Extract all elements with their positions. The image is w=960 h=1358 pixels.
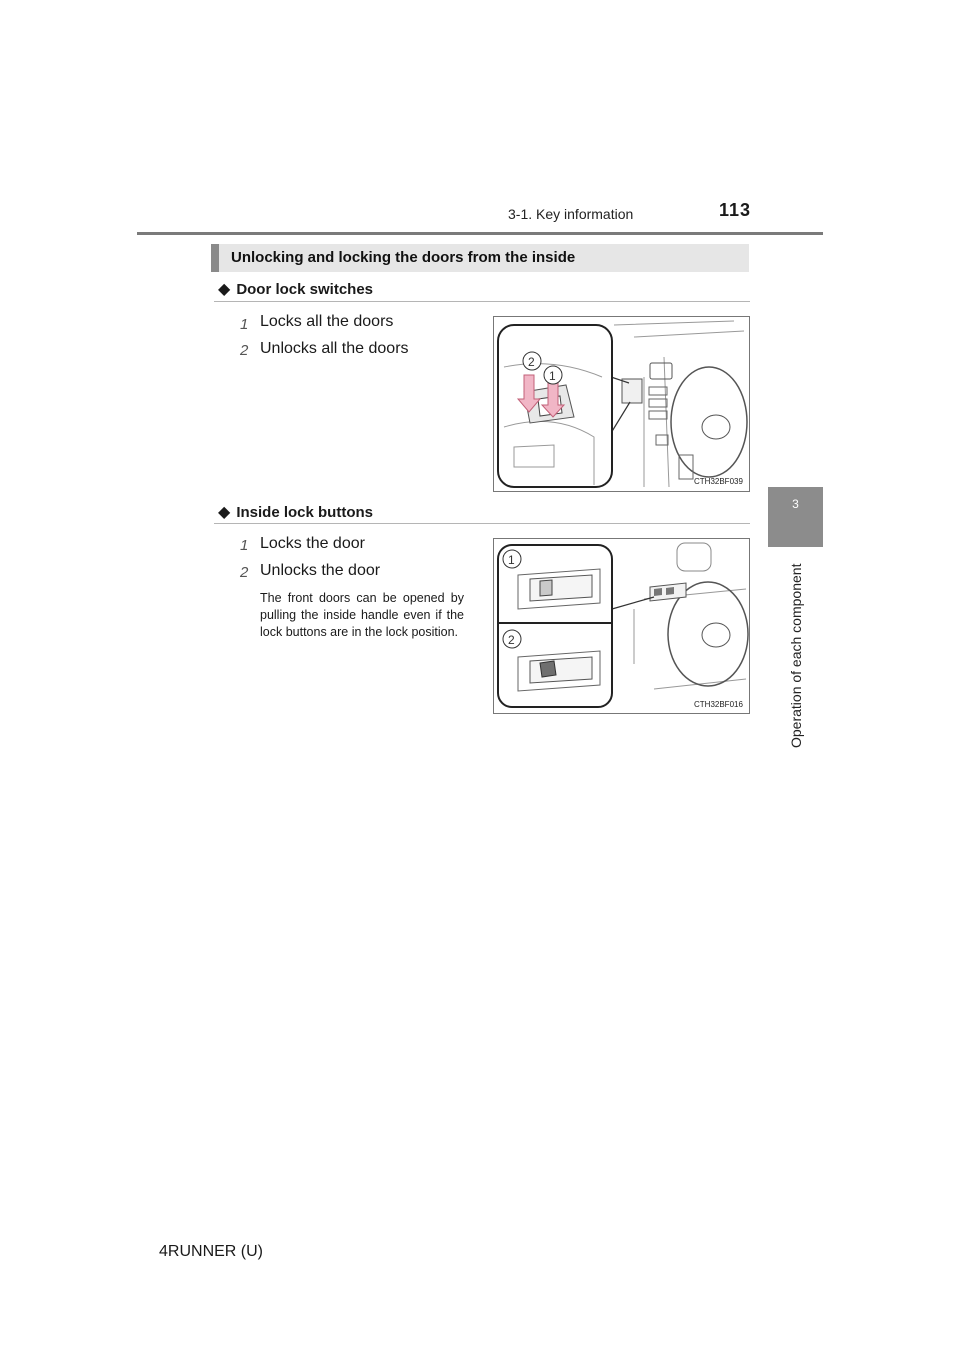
svg-text:1: 1: [508, 553, 515, 567]
list-item: Unlocks all the doors: [260, 340, 409, 357]
door-lock-switch-illustration: [493, 316, 750, 492]
number-2-icon: [238, 342, 252, 358]
svg-text:2: 2: [528, 355, 535, 369]
heading-text: Door lock switches: [236, 281, 374, 298]
number-1-icon: [238, 316, 252, 332]
diamond-bullet-icon: ◆: [218, 281, 231, 298]
item-number: [238, 537, 252, 553]
item-number: [238, 564, 252, 580]
heading-text: Inside lock buttons: [236, 504, 373, 521]
number-1-icon: [238, 537, 252, 553]
chapter-number: 3: [792, 497, 799, 511]
number-2-icon: [238, 564, 252, 580]
page-number: 113: [719, 200, 752, 220]
sub-heading-rule: [214, 523, 750, 524]
section-title: Unlocking and locking the doors from the inside: [231, 249, 576, 266]
inside-lock-buttons-heading: [218, 502, 373, 522]
door-lock-switch-drawing: [494, 317, 749, 491]
note-text: The front doors can be opened by pulling the inside handle even if the lock buttons are in the lock position.: [260, 591, 464, 639]
diamond-bullet-icon: ◆: [218, 504, 231, 521]
svg-text:1: 1: [240, 537, 249, 553]
door-lock-switches-heading: [218, 279, 373, 299]
item-number: [238, 342, 252, 358]
model-footer: 4RUNNER (U): [159, 1243, 263, 1260]
inside-lock-button-drawing: [494, 539, 749, 713]
sub-heading-rule: [214, 301, 750, 302]
svg-text:1: 1: [549, 369, 556, 383]
section-header: [211, 244, 749, 272]
item-number: [238, 316, 252, 332]
svg-text:CTH32BF016: CTH32BF016: [694, 700, 743, 709]
list-item: Unlocks the door: [260, 562, 381, 579]
svg-text:2: 2: [508, 633, 515, 647]
svg-text:CTH32BF039: CTH32BF039: [694, 477, 743, 486]
section-label: 3-1. Key information: [508, 206, 634, 222]
svg-text:1: 1: [240, 316, 249, 332]
svg-text:2: 2: [240, 342, 249, 358]
list-item: Locks the door: [260, 535, 365, 552]
svg-text:2: 2: [240, 564, 249, 580]
header-rule: [137, 232, 823, 235]
chapter-title: Operation of each component: [788, 563, 804, 748]
inside-lock-button-illustration: [493, 538, 750, 714]
list-item: Locks all the doors: [260, 313, 394, 330]
